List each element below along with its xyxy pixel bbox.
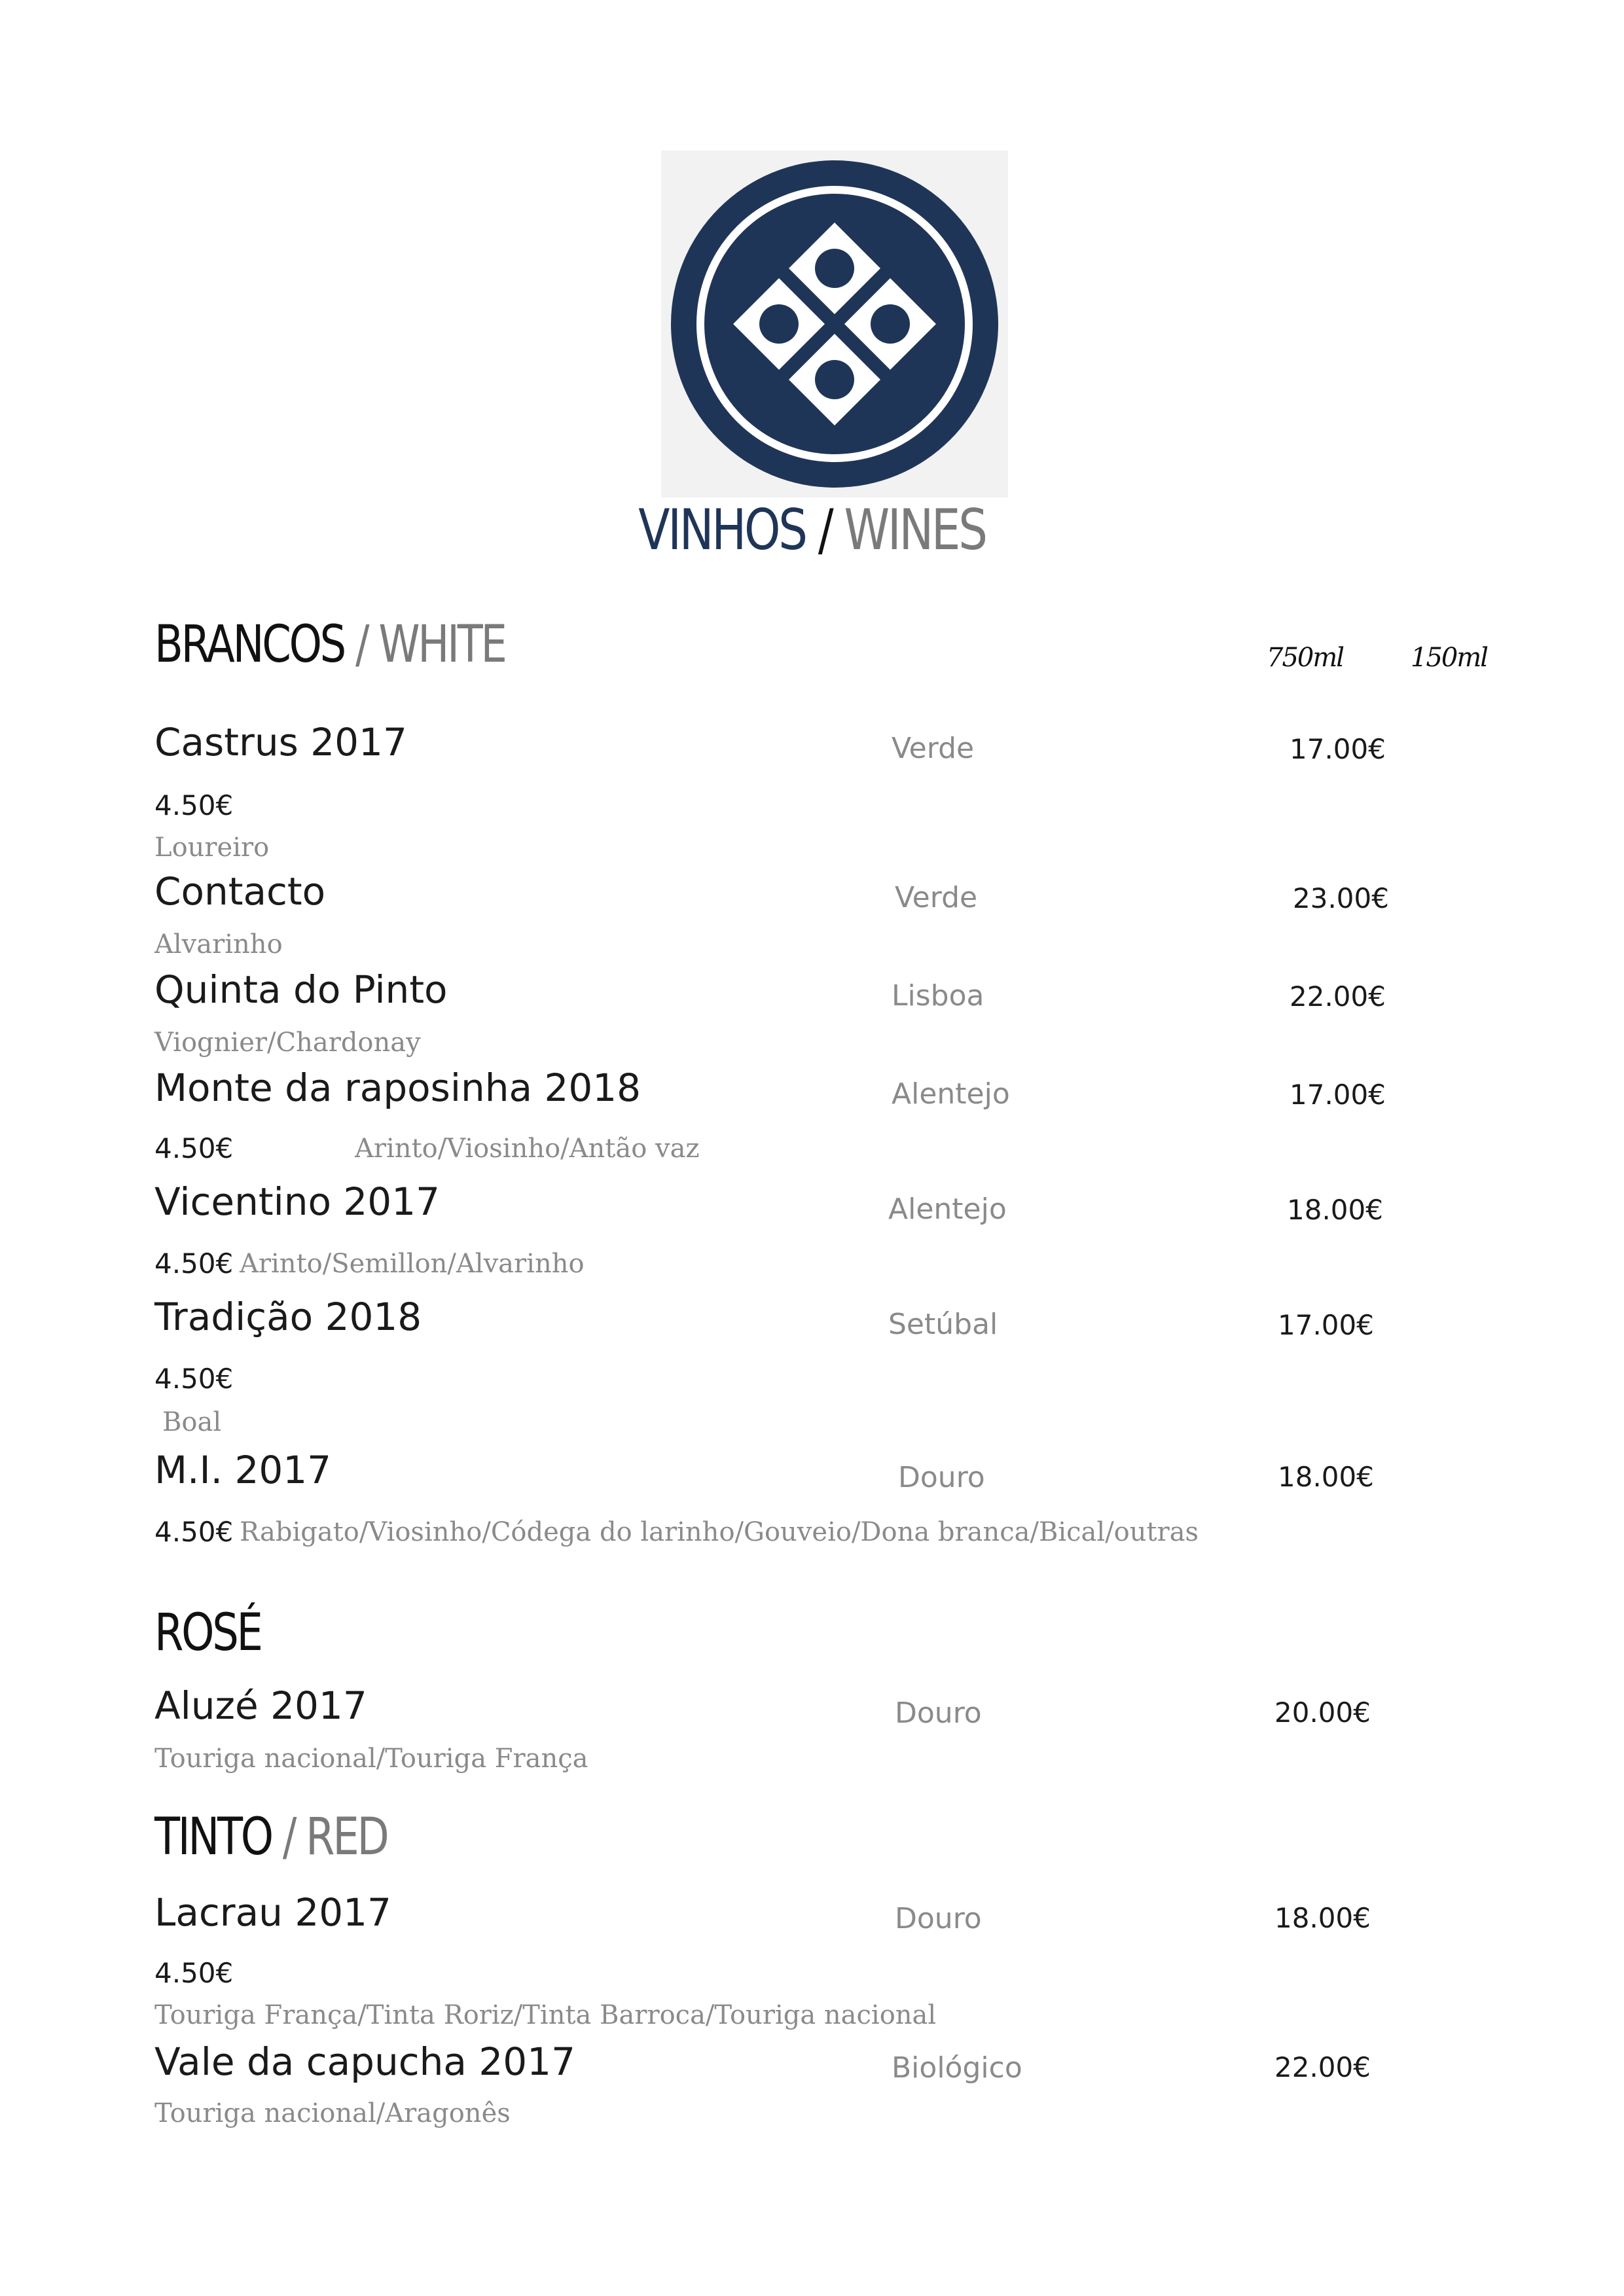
bottle-price: 18.00€ bbox=[1287, 1194, 1383, 1226]
wine-name: Vicentino 2017 bbox=[154, 1179, 440, 1224]
restaurant-logo-icon bbox=[661, 151, 1008, 497]
glass-price: 4.50€ bbox=[154, 789, 234, 821]
section-title-pt: TINTO bbox=[154, 1808, 272, 1867]
glass-price: 4.50€ bbox=[154, 1247, 234, 1280]
grape-varieties: Arinto/Viosinho/Antão vaz bbox=[355, 1134, 700, 1164]
section-title-separator: / bbox=[282, 1808, 295, 1867]
wine-region: Douro bbox=[895, 1902, 982, 1935]
title-separator: / bbox=[818, 497, 832, 563]
wine-name: Quinta do Pinto bbox=[154, 967, 448, 1012]
wine-name: Tradição 2018 bbox=[154, 1295, 422, 1339]
glass-price: 4.50€ bbox=[154, 1363, 234, 1395]
bottle-price: 17.00€ bbox=[1290, 733, 1386, 765]
wine-name: M.I. 2017 bbox=[154, 1448, 332, 1492]
wine-region: Biológico bbox=[892, 2051, 1022, 2085]
wine-region: Lisboa bbox=[892, 979, 984, 1013]
wine-name: Lacrau 2017 bbox=[154, 1890, 391, 1935]
glass-price: 4.50€ bbox=[154, 1132, 234, 1164]
grape-varieties: Viognier/Chardonay bbox=[154, 1028, 421, 1058]
grape-varieties: Touriga nacional/Touriga França bbox=[154, 1744, 588, 1774]
glass-price: 4.50€ bbox=[154, 1957, 234, 1989]
column-header-bottle: 750ml bbox=[1267, 643, 1344, 673]
section-title-en: RED bbox=[306, 1808, 388, 1867]
section-title-pt: BRANCOS bbox=[154, 615, 344, 674]
glass-price: 4.50€ bbox=[154, 1516, 234, 1548]
bottle-price: 22.00€ bbox=[1290, 980, 1386, 1013]
grape-varieties: Boal bbox=[162, 1407, 222, 1437]
section-heading-red bbox=[154, 1808, 387, 1867]
wine-region: Alentejo bbox=[892, 1077, 1010, 1111]
wine-region: Verde bbox=[892, 732, 975, 765]
wine-name: Vale da capucha 2017 bbox=[154, 2039, 575, 2084]
grape-varieties: Loureiro bbox=[154, 833, 270, 863]
bottle-price: 20.00€ bbox=[1274, 1696, 1371, 1729]
wine-region: Verde bbox=[895, 881, 978, 914]
wine-region: Alentejo bbox=[888, 1193, 1007, 1226]
grape-varieties: Arinto/Semillon/Alvarinho bbox=[240, 1249, 585, 1279]
bottle-price: 23.00€ bbox=[1293, 882, 1389, 914]
grape-varieties: Rabigato/Viosinho/Códega do larinho/Gouveio/Dona branca/Bical/outras bbox=[240, 1517, 1199, 1547]
grape-varieties: Touriga França/Tinta Roriz/Tinta Barroca/Touriga nacional bbox=[154, 2000, 937, 2030]
bottle-price: 17.00€ bbox=[1278, 1309, 1374, 1341]
bottle-price: 17.00€ bbox=[1290, 1079, 1386, 1111]
page-title bbox=[146, 497, 1477, 563]
section-heading-white bbox=[154, 615, 505, 674]
wine-region: Douro bbox=[895, 1696, 982, 1730]
wine-region: Douro bbox=[898, 1461, 985, 1494]
grape-varieties: Touriga nacional/Aragonês bbox=[154, 2098, 511, 2128]
wine-name: Monte da raposinha 2018 bbox=[154, 1066, 641, 1110]
title-en: WINES bbox=[844, 497, 986, 563]
wine-name: Contacto bbox=[154, 869, 326, 914]
bottle-price: 22.00€ bbox=[1274, 2051, 1371, 2083]
section-title-en: WHITE bbox=[378, 615, 505, 674]
column-header-glass: 150ml bbox=[1411, 643, 1488, 673]
section-title-separator: / bbox=[355, 615, 368, 674]
wine-name: Castrus 2017 bbox=[154, 720, 407, 764]
bottle-price: 18.00€ bbox=[1274, 1902, 1371, 1934]
grape-varieties: Alvarinho bbox=[154, 929, 283, 960]
wine-region: Setúbal bbox=[888, 1308, 998, 1341]
title-pt: VINHOS bbox=[638, 497, 806, 563]
wine-name: Aluzé 2017 bbox=[154, 1683, 367, 1728]
section-heading-rose: ROSÉ bbox=[154, 1604, 261, 1662]
bottle-price: 18.00€ bbox=[1278, 1461, 1374, 1493]
